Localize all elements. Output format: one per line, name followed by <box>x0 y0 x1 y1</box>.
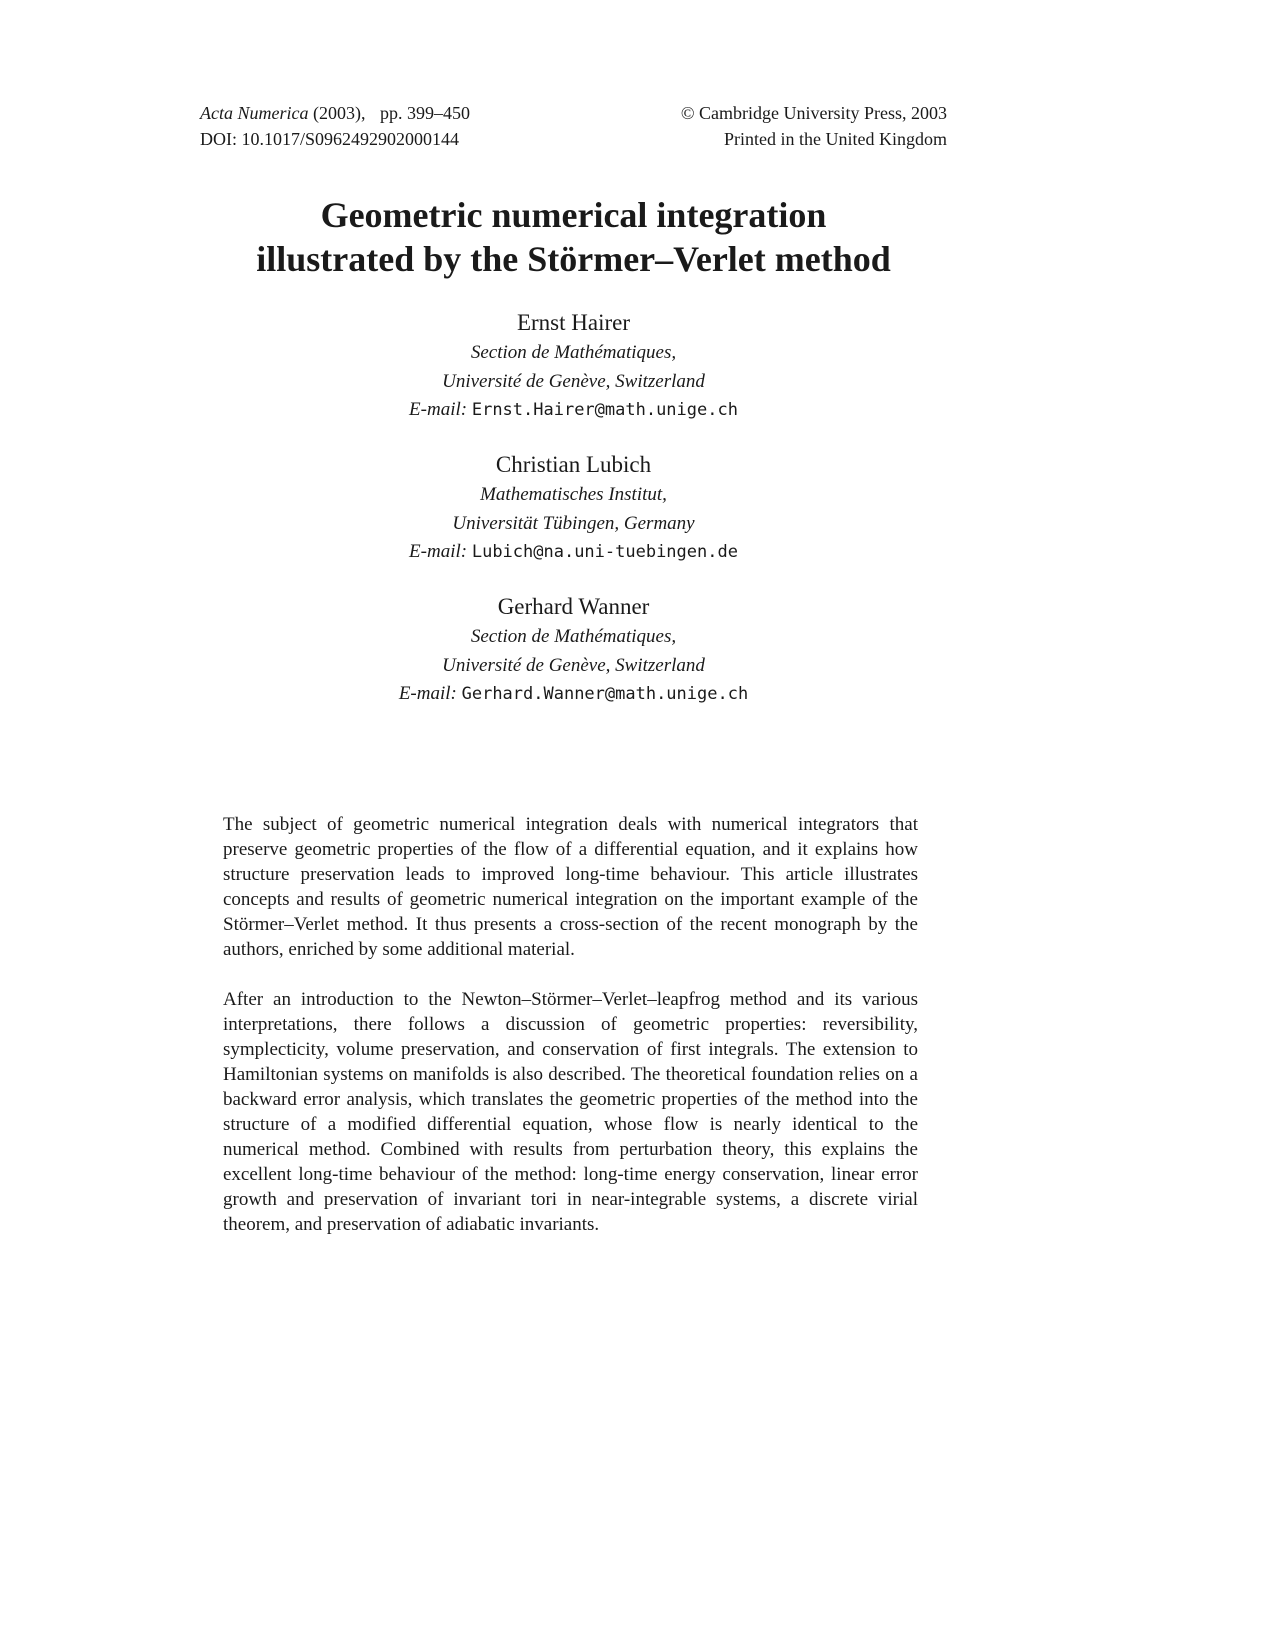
header-row-1 <box>200 100 947 126</box>
author-email-line <box>100 680 1047 708</box>
email-label: E-mail: <box>409 399 468 420</box>
author-affiliation: Université de Genève, Switzerland <box>442 655 705 676</box>
author-affiliation: Section de Mathématiques, <box>470 342 677 363</box>
email-label: E-mail: <box>409 541 468 562</box>
author-block <box>100 308 1047 424</box>
author-affiliation: Université de Genève, Switzerland <box>442 371 705 392</box>
abstract-paragraph-1: The subject of geometric numerical integration deals with numerical integrators that preserve geometric properties of the flow of a differential equation, and it explains how structure preservation leads to improved long-time behaviour. This article illustrates concepts and results of geometric numerical integration on the important example of the Störmer–Verlet method. It thus presents a cross-section of the recent monograph by the authors, enriched by some additional material. <box>223 814 918 960</box>
abstract <box>223 812 918 1262</box>
journal-name: Acta Numerica <box>200 103 309 123</box>
author-email-link[interactable]: Lubich@na.uni-tuebingen.de <box>471 542 738 562</box>
journal-year: (2003), <box>312 103 366 123</box>
doi: DOI: 10.1017/S0962492902000144 <box>200 129 460 149</box>
abstract-paragraph-2: After an introduction to the Newton–Störmer–Verlet–leapfrog method and its various interpretations, there follows a discussion of geometric properties: reversibility, symplecticity, volume preservation, and conservation of first integrals. The extension to Hamiltonian systems on manifolds is also described. The theoretical foundation relies on a backward error analysis, which translates the geometric properties of the method into the structure of a modified differential equation, whose flow is nearly identical to the numerical method. Combined with results from perturbation theory, this explains the excellent long-time behaviour of the method: long-time energy conservation, linear error growth and preservation of invariant tori in near-integrable systems, a discrete virial theorem, and preservation of adiabatic invariants. <box>223 989 918 1235</box>
author-email-link[interactable]: Gerhard.Wanner@math.unige.ch <box>461 684 749 704</box>
journal-pages: pp. 399–450 <box>379 103 470 123</box>
author-block <box>100 592 1047 708</box>
copyright-notice: © Cambridge University Press, 2003 <box>680 103 947 123</box>
author-affiliation: Section de Mathématiques, <box>470 626 677 647</box>
title-line-1: Geometric numerical integration <box>320 195 827 235</box>
author-name: Gerhard Wanner <box>497 594 650 619</box>
author-name: Christian Lubich <box>495 452 652 477</box>
author-email-link[interactable]: Ernst.Hairer@math.unige.ch <box>471 400 738 420</box>
author-affiliation: Universität Tübingen, Germany <box>452 513 695 534</box>
journal-citation <box>200 100 470 126</box>
paper-title <box>100 193 1047 281</box>
author-email-line <box>100 396 1047 424</box>
page-header <box>200 100 947 152</box>
author-name: Ernst Hairer <box>516 310 631 335</box>
author-email-line <box>100 538 1047 566</box>
author-block <box>100 450 1047 566</box>
author-list <box>100 308 1047 734</box>
header-row-2 <box>200 126 947 152</box>
author-affiliation: Mathematisches Institut, <box>480 484 667 505</box>
printed-location: Printed in the United Kingdom <box>724 129 947 149</box>
title-line-2: illustrated by the Störmer–Verlet method <box>256 239 891 279</box>
email-label: E-mail: <box>398 683 457 704</box>
